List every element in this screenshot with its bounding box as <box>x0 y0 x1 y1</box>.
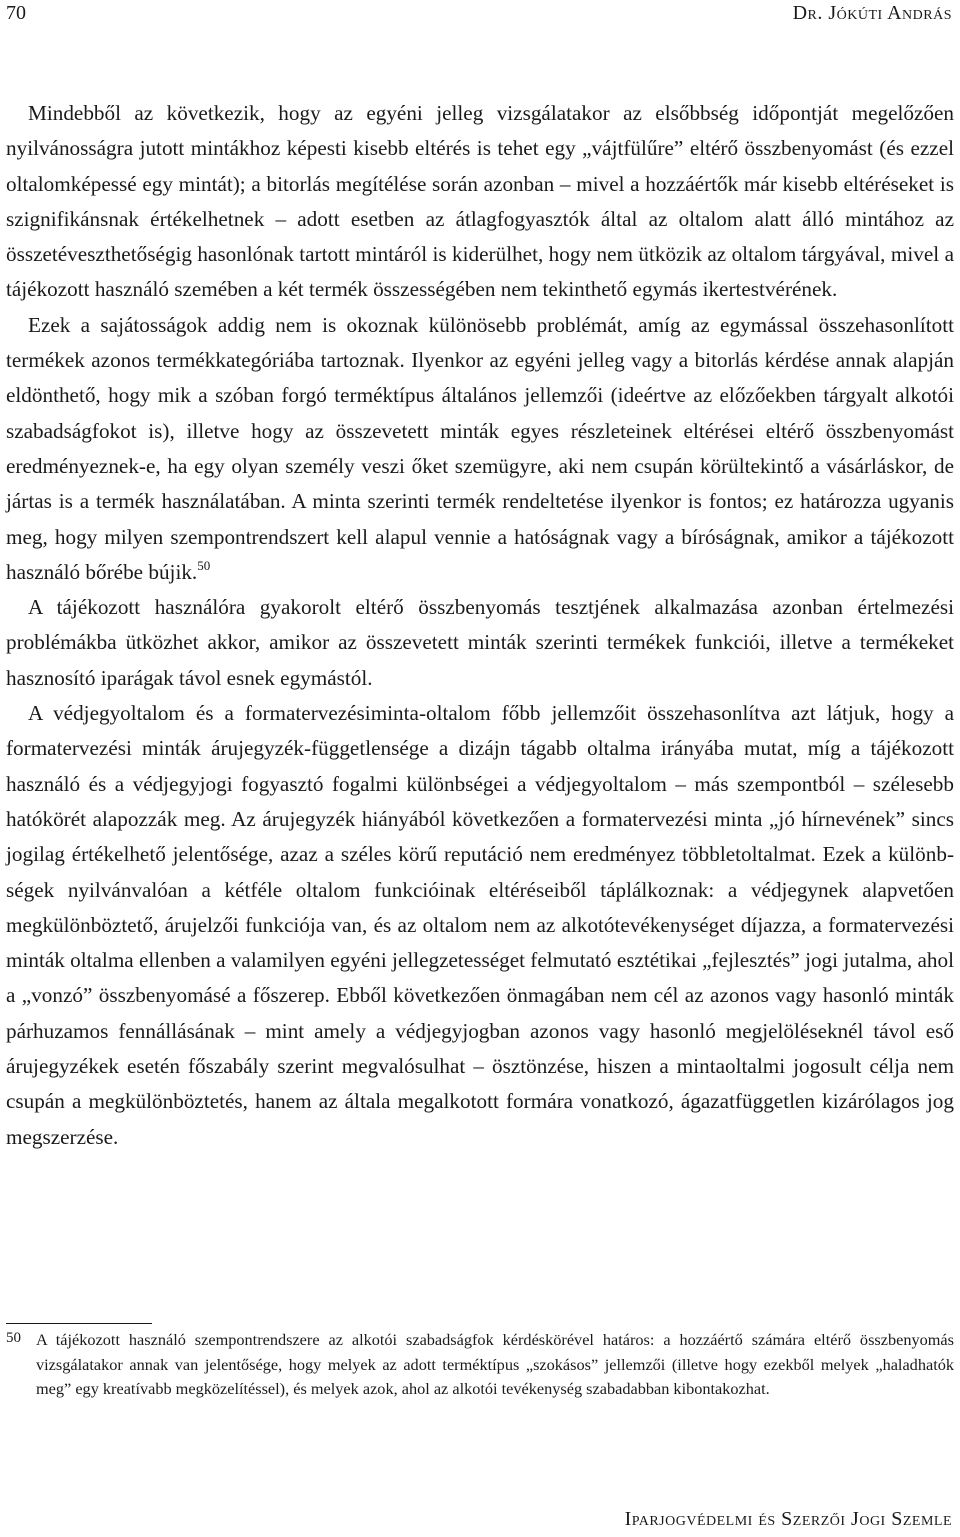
running-header-author: Dr. Jókúti András <box>792 2 952 24</box>
body-text <box>6 96 954 1155</box>
footnote-separator <box>6 1323 152 1324</box>
paragraph-4: A védjegyoltalom és a formatervezésiminta-oltalom főbb jellemzőit összehasonlítva azt látjuk, hogy a formatervezési minták árujegyzék-függetlensége a dizájn tágabb oltalma irányába mutat, míg a tájékozott használó és a védjegyjogi fogyasztó fogalmi különbségei a védjegyoltalom – más szempontból – szélesebb hatókörét alapozzák meg. Az árujegyzék hiányából következően a formatervezési minta „jó hírnevének” sincs jogilag értékelhető jelentősége, azaz a széles körű reputáció nem eredményez többletoltalmat. Ezek a különbségek nyilvánvalóan a kétféle oltalom funkcióinak eltéréseiből táplálkoznak: a védjegynek alapvetően megkülönböztető, árujelzői funkciója van, és az oltalom nem az alkotótevékenységet díjazza, a formatervezési minták oltalma ellenben a valamilyen egyéni jellegzetességet felmutató esztétikai „fejlesztés” jogi jutalma, ahol a „vonzó” összbenyomásé a főszerep. Ebből következően önmagában nem cél az azonos vagy hasonló minták párhuzamos fennállásának – mint amely a védjegyjogban azonos vagy hasonló megjelöléseknél távol eső árujegyzékek esetén főszabály szerint megvalósulhat – ösztönzése, hiszen a mintaoltalmi jogosult célja nem csupán a megkülönböztetés, hanem az általa megalkotott formára vonatkozó, ágazatfüggetlen kizárólagos jog megszerzése. <box>6 701 954 1149</box>
footnote-number: 50 <box>6 1330 21 1346</box>
running-footer-journal: Iparjogvédelmi és Szerzői Jogi Szemle <box>624 1508 952 1530</box>
footnote-text: A tájékozott használó szempontrendszere az alkotói szabadságfok kérdéskörével határos: a hozzáértő számára eltérő összbenyomás vizsgálatakor annak van jelentősége, hogy melyek az adott terméktípus „szokásos” jellemzői (illetve hogy ezekből melyek „haladhatók meg” egy kreatívabb megközelítéssel), és melyek azok, ahol az alkotói tevékenység szabadabban kibontakozhat. <box>36 1330 954 1399</box>
footnote <box>6 1328 954 1402</box>
page-number: 70 <box>6 2 26 24</box>
footnote-reference[interactable]: 50 <box>197 557 211 573</box>
paragraph-1: Mindebből az következik, hogy az egyéni jelleg vizsgálatakor az elsőbbség időpontját megelőzően nyilvánosságra jutott mintákhoz képesti kisebb eltérés is tehet egy „vájtfülűre” eltérő összbenyomást (és ezzel oltalomképessé egy mintát); a bitorlás megítélése során azonban – mivel a hozzáértők már kisebb eltéréseket is szignifikánsnak értékelhetnek – adott esetben az átlagfogyasztók által az oltalom alatt álló mintához az összetéveszthetőségig hasonlónak tartott mintáról is kiderülhet, hogy nem ütközik az oltalom tárgyával, mivel a tájékozott használó szemében a két termék összességében nem tekinthető egymás ikertestvérének. <box>6 101 954 302</box>
running-header <box>6 2 952 30</box>
paragraph-2-text: Ezek a sajátosságok addig nem is okoznak különösebb problémát, amíg az egymással összehasonlított termékek azonos termékkategóriába tartoznak. Ilyenkor az egyéni jelleg vagy a bitorlás kérdése annak alapján eldönthető, hogy mik a szóban forgó terméktípus általános jellemzői (ideértve az előzőekben tárgyalt alkotói szabadságfokot is), illetve hogy az összevetett minták egyes részleteinek eltérései eltérő összbenyomást eredményeznek-e, ha egy olyan személy veszi őket szemügyre, aki nem csupán körültekintő a vásárláskor, de jártas is a termék használatában. A minta szerinti termék rendeltetése ilyenkor is fontos; ez határozza ugyanis meg, hogy milyen szempontrendszert kell alapul vennie a hatóságnak vagy a bíróságnak, amikor a tájékozott használó bőrébe bújik. <box>6 312 954 584</box>
paragraph-3: A tájékozott használóra gyakorolt eltérő összbenyomás tesztjének alkalmazása azonban értelmezési problémákba ütközhet akkor, amikor az összevetett minták szerinti termékek funkciói, illetve a termékeket hasznosító iparágak távol esnek egymástól. <box>6 595 954 690</box>
paragraph-2 <box>6 308 954 590</box>
